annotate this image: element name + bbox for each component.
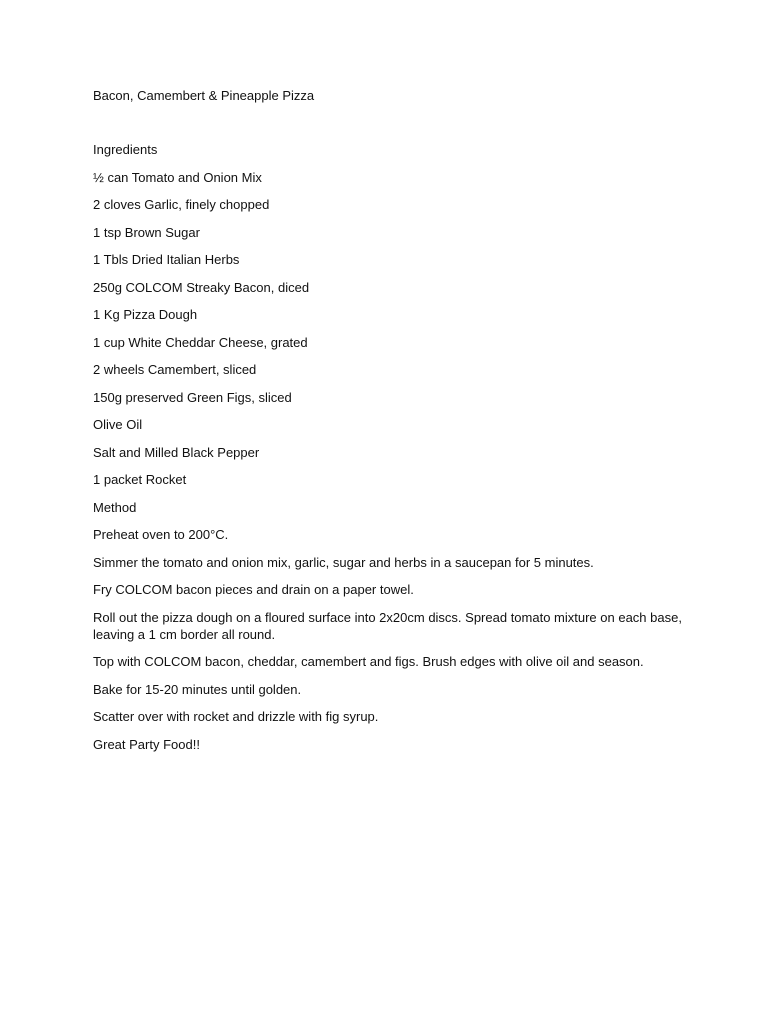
ingredient-item: ½ can Tomato and Onion Mix — [93, 169, 262, 185]
method-step: Roll out the pizza dough on a floured surface into 2x20cm discs. Spread tomato mixture on each base, leaving a 1 cm border all round. — [93, 609, 682, 642]
ingredient-item: 1 tsp Brown Sugar — [93, 224, 200, 240]
ingredient-item: Salt and Milled Black Pepper — [93, 444, 260, 460]
method-step: Simmer the tomato and onion mix, garlic, sugar and herbs in a saucepan for 5 minutes. — [93, 554, 594, 570]
ingredient-item: 1 cup White Cheddar Cheese, grated — [93, 334, 308, 350]
method-step: Top with COLCOM bacon, cheddar, camembert and figs. Brush edges with olive oil and season. — [93, 654, 644, 669]
recipe-title: Bacon, Camembert & Pineapple Pizza — [93, 88, 315, 103]
ingredient-item: Olive Oil — [93, 417, 143, 432]
closing-note: Great Party Food!! — [93, 736, 200, 752]
method-heading: Method — [93, 499, 137, 515]
ingredient-item: 2 cloves Garlic, finely chopped — [93, 197, 270, 212]
ingredient-item: 250g COLCOM Streaky Bacon, diced — [93, 279, 310, 295]
method-step: Bake for 15-20 minutes until golden. — [93, 681, 302, 697]
ingredient-item: 1 packet Rocket — [93, 472, 187, 487]
method-step: Preheat oven to 200°C. — [93, 527, 229, 542]
ingredients-heading: Ingredients — [93, 142, 158, 157]
recipe-content — [93, 87, 683, 763]
ingredient-item: 1 Tbls Dried Italian Herbs — [93, 252, 240, 267]
method-step: Scatter over with rocket and drizzle with fig syrup. — [93, 709, 379, 724]
method-step: Fry COLCOM bacon pieces and drain on a paper towel. — [93, 582, 414, 597]
ingredient-item: 2 wheels Camembert, sliced — [93, 362, 257, 377]
ingredient-item: 1 Kg Pizza Dough — [93, 307, 198, 322]
ingredient-item: 150g preserved Green Figs, sliced — [93, 389, 292, 405]
